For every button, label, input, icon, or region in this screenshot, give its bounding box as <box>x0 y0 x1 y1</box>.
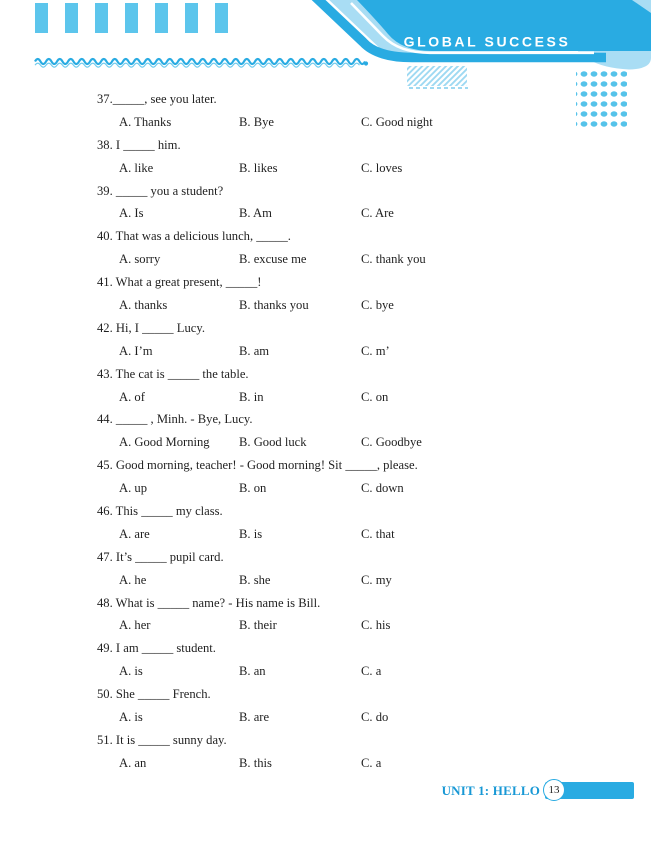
wavy-divider <box>35 59 368 67</box>
question-item <box>97 134 577 180</box>
question-prompt: 38. I _____ him. <box>97 137 181 152</box>
option-b: B. their <box>239 618 277 633</box>
option-a: A. of <box>119 389 145 404</box>
option-a: A. is <box>119 710 143 725</box>
answer-options <box>97 386 577 409</box>
option-b: B. on <box>239 481 267 496</box>
question-item <box>97 729 577 775</box>
question-item <box>97 363 577 409</box>
question-prompt: 41. What a great present, _____! <box>97 275 262 290</box>
option-b: B. thanks you <box>239 298 309 313</box>
option-c: C. bye <box>361 298 394 313</box>
option-c: C. loves <box>361 160 403 175</box>
option-b: B. in <box>239 389 264 404</box>
option-b: B. an <box>239 664 266 679</box>
option-a: A. up <box>119 481 147 496</box>
option-b: B. this <box>239 755 272 770</box>
question-prompt: 45. Good morning, teacher! - Good morning! Sit _____, please. <box>97 458 418 473</box>
option-a: A. Good Morning <box>119 435 210 450</box>
question-prompt: 40. That was a delicious lunch, _____. <box>97 229 291 244</box>
option-a: A. are <box>119 526 150 541</box>
question-item <box>97 500 577 546</box>
question-prompt: 42. Hi, I _____ Lucy. <box>97 320 205 335</box>
option-c: C. his <box>361 618 391 633</box>
option-b: B. she <box>239 572 271 587</box>
answer-options <box>97 431 577 454</box>
option-b: B. is <box>239 526 263 541</box>
unit-label: UNIT 1: HELLO <box>441 783 540 798</box>
answer-options <box>97 523 577 546</box>
option-a: A. Thanks <box>119 114 172 129</box>
wavy-line-main <box>35 59 365 64</box>
option-c: C. Are <box>361 206 394 221</box>
option-a: A. he <box>119 572 147 587</box>
answer-options <box>97 569 577 592</box>
question-list <box>97 88 577 775</box>
question-prompt: 39. _____ you a student? <box>97 183 224 198</box>
option-c: C. down <box>361 481 404 496</box>
answer-options <box>97 477 577 500</box>
option-c: C. a <box>361 755 382 770</box>
option-c: C. my <box>361 572 392 587</box>
option-b: B. likes <box>239 160 278 175</box>
answer-options <box>97 706 577 729</box>
option-a: A. sorry <box>119 252 161 267</box>
option-b: B. are <box>239 710 270 725</box>
question-prompt: 49. I am _____ student. <box>97 641 216 656</box>
question-prompt: 37._____, see you later. <box>97 92 217 106</box>
option-a: A. I’m <box>119 343 153 358</box>
page-number-badge <box>543 779 565 801</box>
question-prompt: 50. She _____ French. <box>97 687 211 702</box>
option-a: A. is <box>119 664 143 679</box>
answer-options <box>97 752 577 775</box>
question-prompt: 43. The cat is _____ the table. <box>97 366 249 381</box>
option-a: A. Is <box>119 206 144 221</box>
answer-options <box>97 157 577 180</box>
option-b: B. Good luck <box>239 435 307 450</box>
answer-options <box>97 340 577 363</box>
hatch-pattern-decoration <box>407 66 468 88</box>
question-prompt: 46. This _____ my class. <box>97 504 223 519</box>
question-prompt: 51. It is _____ sunny day. <box>97 732 227 747</box>
answer-options <box>97 202 577 225</box>
swoosh-graphic <box>308 0 651 70</box>
top-bars-decoration <box>35 3 228 33</box>
wavy-line-end-dot <box>364 61 368 65</box>
option-b: B. Am <box>239 206 272 221</box>
question-prompt: 48. What is _____ name? - His name is Bill. <box>97 595 321 610</box>
dot-grid-decoration <box>576 67 627 127</box>
option-a: A. like <box>119 160 154 175</box>
question-item <box>97 225 577 271</box>
option-a: A. her <box>119 618 151 633</box>
option-c: C. on <box>361 389 389 404</box>
question-item <box>97 637 577 683</box>
option-c: C. that <box>361 526 395 541</box>
option-c: C. Goodbye <box>361 435 422 450</box>
question-item <box>97 683 577 729</box>
answer-options <box>97 294 577 317</box>
option-a: A. an <box>119 755 147 770</box>
option-a: A. thanks <box>119 298 168 313</box>
option-c: C. m’ <box>361 343 390 358</box>
option-c: C. do <box>361 710 389 725</box>
option-c: C. Good night <box>361 114 433 129</box>
question-item <box>97 592 577 638</box>
question-item <box>97 408 577 454</box>
question-item <box>97 454 577 500</box>
answer-options <box>97 660 577 683</box>
option-b: B. Bye <box>239 114 274 129</box>
brand-logo-text: GLOBAL SUCCESS <box>403 33 571 50</box>
answer-options <box>97 614 577 637</box>
question-item <box>97 317 577 363</box>
answer-options <box>97 111 577 134</box>
question-item <box>97 88 577 134</box>
question-item <box>97 546 577 592</box>
option-c: C. a <box>361 664 382 679</box>
answer-options <box>97 248 577 271</box>
question-prompt: 47. It’s _____ pupil card. <box>97 549 224 564</box>
question-item <box>97 271 577 317</box>
option-b: B. am <box>239 343 270 358</box>
option-b: B. excuse me <box>239 252 307 267</box>
question-item <box>97 180 577 226</box>
option-c: C. thank you <box>361 252 426 267</box>
page-number: 13 <box>548 784 560 796</box>
question-prompt: 44. _____ , Minh. - Bye, Lucy. <box>97 412 253 427</box>
